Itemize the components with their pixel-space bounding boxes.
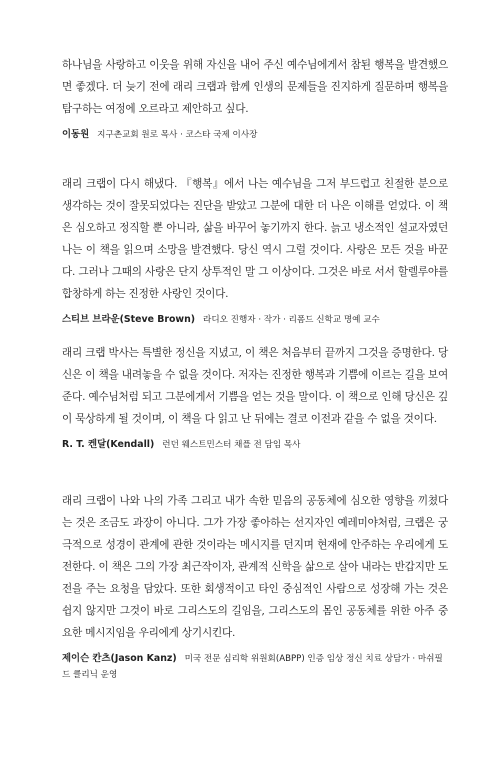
endorsement-text: 하나님을 사랑하고 이웃을 위해 자신을 내어 주신 예수님에게서 참된 행복을 발견했으면 좋겠다. 더 늦기 전에 래리 크랩과 함께 인생의 문제들을 진지하게 질문하며 행복을 탐구하는 여정에 오르라고 제안하고 싶다. — [62, 59, 448, 115]
endorser — [62, 437, 448, 453]
endorser — [62, 651, 448, 683]
endorser-role: 라디오 진행자 · 작가 · 리폼드 신학교 명예 교수 — [203, 315, 380, 325]
endorser-name: 스티브 브라운(Steve Brown) — [62, 314, 196, 325]
endorsement-4 — [62, 490, 448, 683]
endorsement-text: 래리 크랩 박사는 특별한 정신을 지녔고, 이 책은 처음부터 끝까지 그것을 증명한다. 당신은 이 책을 내려놓을 수 없을 것이다. 저자는 진정한 행복과 기쁨에 이르는 길을 보여 준다. 예수님처럼 되고 그분에게서 기쁨을 얻는 것을 말이다. 이 책으로 인해 당신은 깊이 묵상하게 될 것이며, 이 책을 다 읽고 난 뒤에는 결코 이전과 같을 수 없을 것이다. — [62, 347, 448, 425]
endorsement-3 — [62, 342, 448, 453]
endorser — [62, 312, 448, 328]
endorser — [62, 127, 448, 143]
endorser-role: 지구촌교회 원로 목사 · 코스타 국제 이사장 — [97, 130, 258, 140]
endorsement-2 — [62, 173, 448, 328]
endorsement-1 — [62, 54, 448, 143]
endorser-role: 런던 웨스트민스터 채플 전 담임 목사 — [162, 440, 301, 450]
endorser-name: 제이슨 칸츠(Jason Kanz) — [62, 653, 177, 664]
endorser-name: 이동원 — [62, 129, 90, 140]
endorsement-text: 래리 크랩이 다시 해냈다. 『행복』에서 나는 예수님을 그저 부드럽고 친절한 분으로 생각하는 것이 잘못되었다는 진단을 받았고 그분에 대한 더 나은 이해를 얻었다. 이 책은 심오하고 정직할 뿐 아니라, 삶을 바꾸어 놓기까지 한다. 늙고 냉소적인 설교자였던 나는 이 책을 읽으며 소망을 발견했다. 당신 역시 그럴 것이다. 사랑은 모든 것을 바꾼다. 그러나 그때의 사랑은 단지 상투적인 말 그 이상이다. 그것은 바로 서서 할렐루야를 합창하게 하는 진정한 사랑인 것이다. — [62, 178, 448, 300]
endorser-role: 미국 전문 심리학 위원회(ABPP) 인증 임상 정신 치료 상담가 · 마쉬필드 클리닉 운영 — [62, 654, 443, 680]
endorser-name: R. T. 켄달(Kendall) — [62, 439, 155, 450]
endorsement-text: 래리 크랩이 나와 나의 가족 그리고 내가 속한 믿음의 공동체에 심오한 영향을 끼쳤다는 것은 조금도 과장이 아니다. 그가 가장 좋아하는 선지자인 예레미야처럼, 크랩은 궁극적으로 성경이 관계에 관한 것이라는 메시지를 던지며 현재에 안주하는 우리에게 도전한다. 이 책은 그의 가장 최근작이자, 관계적 신학을 삶으로 살아 내라는 반갑지만 도전을 주는 요청을 담았다. 또한 회생적이고 타인 중심적인 사람으로 성장해 가는 것은 쉽지 않지만 그것이 바로 그리스도의 길임을, 그리스도의 몸인 공동체를 위한 아주 중요한 메시지임을 우리에게 상기시킨다. — [62, 495, 448, 639]
